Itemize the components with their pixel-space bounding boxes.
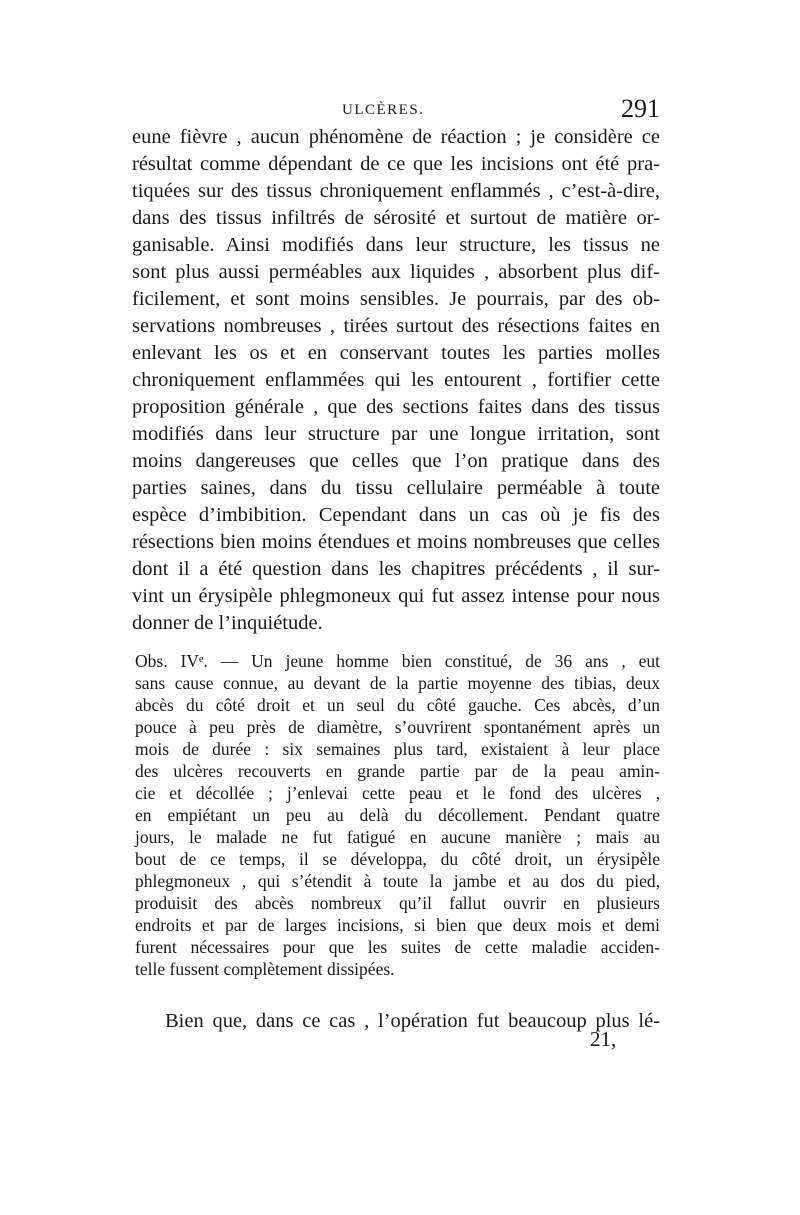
text-line: espèce d’imbibition. Cependant dans un cas où je fis des xyxy=(132,504,660,526)
observation-line: pouce à peu près de diamètre, s’ouvrirent spontanément après un xyxy=(135,717,660,737)
text-line: résections bien moins étendues et moins nombreuses que celles xyxy=(132,531,660,553)
closing-line: Bien que, dans ce cas , l’opération fut beaucoup plus lé- xyxy=(165,1010,660,1032)
text-line: sont plus aussi perméables aux liquides , absorbent plus dif- xyxy=(132,261,660,283)
text-line: moins dangereuses que celles que l’on pratique dans des xyxy=(132,450,660,472)
text-line: eune fièvre , aucun phénomène de réaction ; je considère ce xyxy=(132,126,660,148)
page-number: 291 xyxy=(621,94,660,123)
text-line: donner de l’inquiétude. xyxy=(132,612,323,634)
observation-line: mois de durée : six semaines plus tard, existaient à leur place xyxy=(135,739,660,759)
observation-line: jours, le malade ne fut fatigué en aucune manière ; mais au xyxy=(135,827,660,847)
observation-line: des ulcères recouverts en grande partie par de la peau amin- xyxy=(135,761,660,781)
text-line: dans des tissus infiltrés de sérosité et surtout de matière or- xyxy=(132,207,660,229)
observation-line: produisit des abcès nombreux qu’il fallut ouvrir en plusieurs xyxy=(135,893,660,913)
observation-line: Obs. IVᵉ. — Un jeune homme bien constitué, de 36 ans , eut xyxy=(135,651,660,671)
text-line: parties saines, dans du tissu cellulaire perméable à toute xyxy=(132,477,660,499)
text-line: ganisable. Ainsi modifiés dans leur structure, les tissus ne xyxy=(132,234,660,256)
running-title: ULCÈRES. xyxy=(342,102,425,118)
observation-line: cie et décollée ; j’enlevai cette peau et le fond des ulcères , xyxy=(135,783,660,803)
text-line: servations nombreuses , tirées surtout des résections faites en xyxy=(132,315,660,337)
observation-line: bout de ce temps, il se développa, du côté droit, un érysipèle xyxy=(135,849,660,869)
observation-line: endroits et par de larges incisions, si bien que deux mois et demi xyxy=(135,915,660,935)
text-line: tiquées sur des tissus chroniquement enflammés , c’est-à-dire, xyxy=(132,180,660,202)
text-line: ficilement, et sont moins sensibles. Je pourrais, par des ob- xyxy=(132,288,660,310)
text-line: enlevant les os et en conservant toutes les parties molles xyxy=(132,342,660,364)
text-line: dont il a été question dans les chapitres précédents , il sur- xyxy=(132,558,660,580)
observation-line: telle fussent complètement dissipées. xyxy=(135,959,395,979)
observation-line: phlegmoneux , qui s’étendit à toute la jambe et au dos du pied, xyxy=(135,871,660,891)
observation-line: furent nécessaires pour que les suites de cette maladie acciden- xyxy=(135,937,660,957)
signature-mark: 21, xyxy=(590,1027,617,1051)
observation-line: abcès du côté droit et un seul du côté gauche. Ces abcès, d’un xyxy=(135,695,660,715)
text-line: proposition générale , que des sections faites dans des tissus xyxy=(132,396,660,418)
text-line: résultat comme dépendant de ce que les incisions ont été pra- xyxy=(132,153,660,175)
text-line: modifiés dans leur structure par une longue irritation, sont xyxy=(132,423,660,445)
observation-line: en empiétant un peu au delà du décollement. Pendant quatre xyxy=(135,805,660,825)
observation-line: sans cause connue, au devant de la partie moyenne des tibias, deux xyxy=(135,673,660,693)
text-line: vint un érysipèle phlegmoneux qui fut assez intense pour nous xyxy=(132,585,660,607)
text-line: chroniquement enflammées qui les entourent , fortifier cette xyxy=(132,369,660,391)
